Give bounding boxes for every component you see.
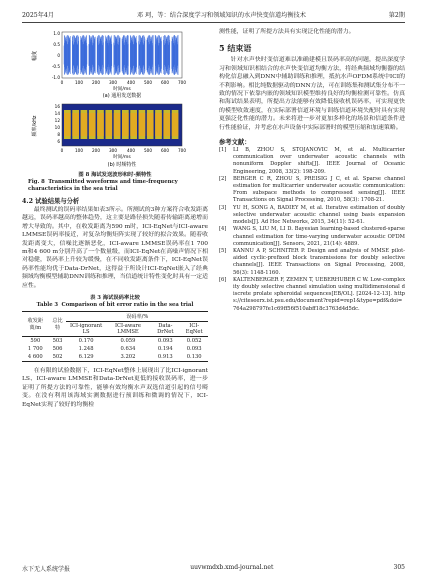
cell: 1 700 bbox=[27, 346, 43, 353]
ref-text: KALTENBERGER F, ZEMEN T, UEBERHUBER C W. Low-complexity doubly selective channel simulation using multidimensional discrete prolate spheroidal sequences[EB/OL]. [2024-12-13]. https://citeseerx.ist.psu.edu/document?repid=rep1&type=pdf&doi=764a298797fe1c69ff56f510abff18c3763d4d5dc. bbox=[233, 276, 405, 312]
ref-number: [4] bbox=[219, 226, 227, 233]
tick: 0 bbox=[60, 80, 64, 85]
spectrogram-band-core bbox=[163, 113, 170, 136]
table-row bbox=[22, 345, 208, 353]
y-ticks-b bbox=[55, 104, 61, 144]
x-ticks-b bbox=[61, 148, 187, 153]
running-header bbox=[22, 10, 405, 23]
tick: 400 bbox=[127, 80, 135, 85]
tick: 600 bbox=[161, 80, 169, 85]
x-label-a: 时间/ms bbox=[113, 87, 131, 92]
table-caption-label: Table 3 bbox=[36, 302, 59, 309]
ref-number: [6] bbox=[219, 276, 227, 283]
journal-name: 水下无人系统学报 bbox=[22, 566, 71, 573]
spectrogram-band-core bbox=[64, 113, 71, 136]
spectrogram-band-core bbox=[172, 113, 179, 136]
reference-list bbox=[219, 147, 405, 313]
spectrogram-band-core bbox=[139, 113, 146, 136]
subcaption-b: (b) 时频特性 bbox=[107, 162, 137, 168]
ref-number: [1] bbox=[219, 147, 227, 154]
tick: 0 bbox=[57, 53, 60, 58]
tick: 600 bbox=[161, 148, 169, 153]
figure-8-caption-cn: 图 8 海试发送波形和时-频特性 bbox=[78, 172, 152, 178]
cell: 0.194 bbox=[157, 346, 173, 353]
cell: 3.202 bbox=[120, 354, 136, 361]
tick: 100 bbox=[75, 80, 83, 85]
spectrogram-band-core bbox=[97, 113, 104, 136]
cell: 506 bbox=[52, 346, 63, 353]
table-3-caption-cn: 表 3 海试误码率比较 bbox=[90, 295, 140, 302]
y-ticks-a bbox=[52, 31, 61, 80]
ref-number: [5] bbox=[219, 247, 227, 254]
subplot-b bbox=[31, 104, 186, 168]
tick: 500 bbox=[144, 148, 152, 153]
table-3 bbox=[22, 311, 208, 362]
col-ber: 误码率/% bbox=[66, 312, 208, 322]
section-5-title: 5 结束语 bbox=[219, 43, 252, 54]
ref-text: YU H, SONG A, BADIEY M, et al. Iterative estimation of doubly selective underwater acoustic channel using basis expansion models[J]. Ad Hoc Networks, 2015, 34(11): 52-61. bbox=[233, 204, 405, 226]
col-method: ICI-ignorant LS bbox=[66, 322, 105, 337]
cell: 0.059 bbox=[120, 338, 136, 345]
cell: 0.130 bbox=[186, 354, 202, 361]
figure-8-plots bbox=[22, 28, 208, 168]
tick: 400 bbox=[127, 148, 135, 153]
spectrogram-band-core bbox=[81, 113, 88, 136]
caption-label: Fig. 8 bbox=[28, 179, 45, 185]
tick: 200 bbox=[92, 148, 100, 153]
cell: 0.634 bbox=[120, 346, 136, 353]
tick: 100 bbox=[75, 148, 83, 153]
section-4-2-paragraph: 最终测试的误码率结果如表3所示。所测试的3种方案符合收发距离越远，误码率越高的整体趋势，这主要是路径损失随着传输距离递增而增大导致的。其中，在收发距离为590 m时，ICI-EqNet与ICI-aware LMMSE误码率接近，对复杂均衡矩阵实现了较好的拟合效果。随着收发距离变大，信噪比逐渐恶化，ICI-aware LMMSE误码率在1 700 m和4 600 m分别升高了一个数量级，而ICI-EqNet在高噪声情况下相对稳健，误码率上升较为缓慢，在不同收发距离条件下，ICI-EqNet误码率性能均优于Data-DrNet，这得益于所设计ICI-EqNet嵌入了经典频域均衡模型辅助DNN训练和推理，当信道统计特性变化时具有一定适应性。 bbox=[22, 207, 208, 289]
spectrogram-band-core bbox=[147, 113, 154, 136]
cell: 0.052 bbox=[186, 338, 202, 345]
tick: 0 bbox=[60, 148, 64, 153]
tick: 8 bbox=[57, 132, 60, 137]
reference-item bbox=[219, 248, 405, 277]
subplot-a bbox=[31, 31, 186, 99]
cell: 1.248 bbox=[78, 346, 94, 353]
ref-text: LI B, ZHOU S, STOJANOVIC M, et al. Multicarrier communication over underwater acoustic channels with nonuniform Doppler shifts[J]. IEEE Journal of Oceanic Engineering, 2008, 33(2): 198-209. bbox=[233, 147, 405, 175]
tick: 500 bbox=[144, 80, 152, 85]
caption-text: Transmitted waveforms and time-frequency characteristics in the sea trial bbox=[28, 179, 178, 192]
right-column bbox=[219, 28, 405, 313]
left-column bbox=[22, 28, 208, 409]
figure-8-caption-en bbox=[22, 179, 208, 193]
col-method: Data-DrNet bbox=[150, 322, 180, 337]
section-4-2-paragraph-2: 在有限的试验数据下，ICI-EqNet整体上展现出了比ICI-ignorant LS、ICI-aware LMMSE和Data-DrNet更低的接收误码率，进一步证明了所提方法的可靠性，能够有效均衡水声双选信道引起的信号畸变。在没有利用该海域实测数据进行预训练和微调的情况下，ICI-EqNet实现了较好的均衡检 bbox=[22, 368, 208, 408]
spectrogram-band-core bbox=[89, 113, 96, 136]
col-bits: 总比特 bbox=[49, 312, 67, 337]
x-ticks-a bbox=[61, 80, 187, 85]
ref-number: [3] bbox=[219, 204, 227, 211]
references-title: 参考文献： bbox=[219, 139, 251, 147]
section-5-paragraph: 针对水声快时变信道难以准确建模且误码率高的问题，提出深度学习和领域知识相结合的水声快变信道均衡方法，将经典频域均衡器的结构化信息融入到DNN中辅助训练和推理，抵抗水声OFDM系统中ICI的不利影响。相比纯数据驱动的DNN方法，可在训练集和测试集分布不一致的情况下依靠内嵌的领域知识模型维持良好的均衡检测可靠性。仿真和海试结果表明，所提出方法能够有效降低接收机误码率，可实现更快的模型收敛速度，在实际部署信道环境与训练信道环境失配时具有实现更强泛化性能的潜力。未来将进一步对更加多样化的场景和信道条件进行性能验证，并考虑在水声设备中实际部署时的模型压缩和加速策略。 bbox=[219, 57, 405, 131]
tick: 300 bbox=[109, 80, 117, 85]
tick: 0.5 bbox=[53, 42, 60, 47]
continued-paragraph: 测性能，证明了所提方法具有实现泛化性能的潜力。 bbox=[219, 29, 355, 35]
cell: 0.170 bbox=[78, 338, 94, 345]
subcaption-a: (a) 通用发送数据 bbox=[102, 93, 142, 99]
header-date: 2025年4月 bbox=[22, 12, 55, 19]
spectrogram-band-core bbox=[130, 113, 137, 136]
spectrogram-band-core bbox=[114, 113, 121, 136]
tick: 16 bbox=[54, 104, 60, 109]
col-distance: 收发距离/m bbox=[22, 312, 49, 337]
spectrogram-band-core bbox=[122, 113, 129, 136]
tick: 14 bbox=[54, 111, 60, 116]
figure-8 bbox=[22, 28, 208, 193]
section-4-2-title: 4.2 试验结果与分析 bbox=[22, 198, 80, 205]
ref-number: [2] bbox=[219, 175, 227, 182]
tick: 700 bbox=[178, 148, 186, 153]
tick: 200 bbox=[92, 80, 100, 85]
cell: 0.093 bbox=[186, 346, 202, 353]
cell: 502 bbox=[52, 354, 63, 361]
cell: 503 bbox=[52, 338, 63, 345]
spectrogram-band-core bbox=[155, 113, 162, 136]
header-title: 邓 珂，等：结合深度学习和领域知识的水声快变信道均衡技术 bbox=[136, 12, 306, 19]
y-label-b: 频率/kHz bbox=[32, 115, 38, 137]
tick: 12 bbox=[54, 118, 60, 123]
tick: 1.0 bbox=[53, 31, 60, 36]
cell: 4 600 bbox=[27, 354, 43, 361]
spectrogram-band-core bbox=[72, 113, 79, 136]
reference-item bbox=[219, 205, 405, 227]
ref-text: BERGER C R, ZHOU S, PREISIG J C, et al. Sparse channel estimation for multicarrier underwater acoustic communication: From subspace methods to compressed sensing[J]. IEEE Transactions on Signal Processing, 2010, 58(3): 1708-21. bbox=[233, 175, 405, 204]
page-footer bbox=[22, 564, 405, 573]
journal-url: uuvwmdxb.xmd-journal.net bbox=[190, 564, 274, 571]
col-method: ICI-EqNet bbox=[180, 322, 208, 337]
tick: -0.5 bbox=[51, 64, 60, 69]
tick: 6 bbox=[57, 139, 60, 144]
table-row bbox=[22, 353, 208, 362]
tick: 700 bbox=[178, 80, 186, 85]
tick: 10 bbox=[54, 125, 60, 130]
table-caption-text: Comparison of bit error ratio in the sea trial bbox=[61, 302, 194, 309]
col-method: ICI-aware LMMSE bbox=[106, 322, 151, 337]
header-issue: 第2期 bbox=[388, 12, 405, 19]
tick: -1.0 bbox=[51, 75, 60, 80]
cell: 0.913 bbox=[157, 354, 173, 361]
table-row bbox=[22, 337, 208, 346]
cell: 590 bbox=[30, 338, 41, 345]
y-label-a: 幅度 bbox=[32, 50, 38, 62]
reference-item bbox=[219, 147, 405, 176]
x-label-b: 时间/ms bbox=[113, 155, 131, 160]
table-3-caption-en bbox=[22, 302, 208, 309]
cell: 0.093 bbox=[157, 338, 173, 345]
ref-text: WANG S, LIU M, LI D. Bayesian learning-based clustered-sparse channel estimation for time-varying underwater acoustic OFDM communication[J]. Sensors, 2021, 21(14): 4889. bbox=[233, 226, 405, 247]
waveform bbox=[64, 35, 178, 75]
reference-item bbox=[219, 176, 405, 205]
cell: 6.129 bbox=[78, 354, 94, 361]
spectrogram-band-core bbox=[105, 113, 112, 136]
reference-item bbox=[219, 226, 405, 248]
ref-text: KANNU A P, SCHNITER P. Design and analysis of MMSE pilot-aided cyclic-prefixed block transmissions for doubly selective channels[J]. IEEE Transactions on Signal Processing, 2008, 56(3): 1148-1160. bbox=[233, 247, 405, 276]
reference-item bbox=[219, 277, 405, 313]
tick: 300 bbox=[109, 148, 117, 153]
page-number: 305 bbox=[393, 564, 405, 571]
